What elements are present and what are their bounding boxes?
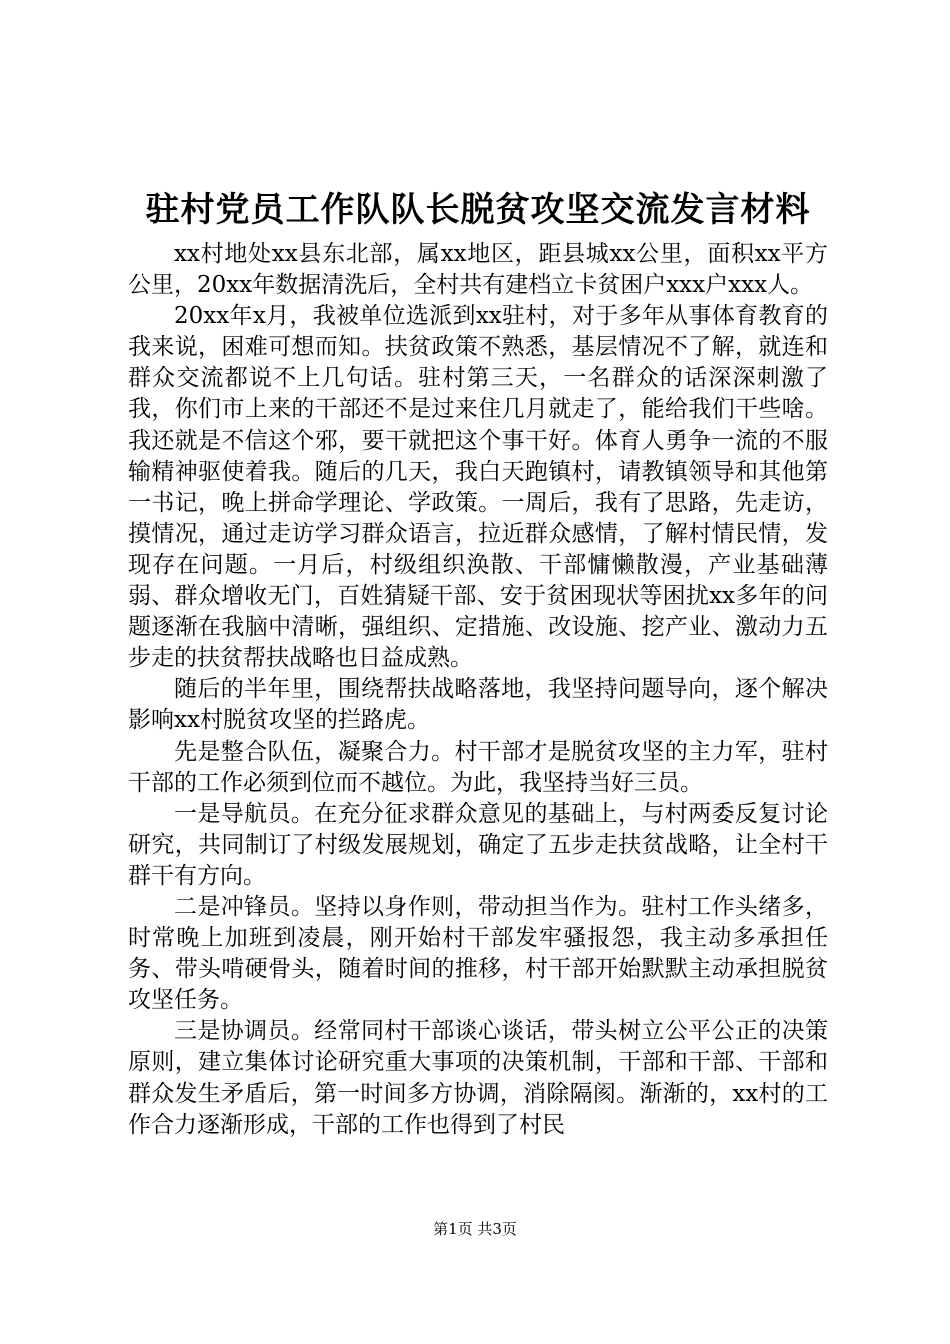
page-footer [0,1219,950,1239]
page-indicator: 第1页 共3页 [433,1220,517,1238]
paragraph-half-year: 随后的半年里，围绕帮扶战略落地，我坚持问题导向，逐个解决影响xx村脱贫攻坚的拦路虎。 [128,676,828,734]
paragraph-navigator: 一是导航员。在充分征求群众意见的基础上，与村两委反复讨论研究，共同制订了村级发展规划，确定了五步走扶贫战略，让全村干群干有方向。 [128,800,828,889]
paragraph-coordinator: 三是协调员。经常同村干部谈心谈话，带头树立公平公正的决策原则，建立集体讨论研究重大事项的决策机制，干部和干部、干部和群众发生矛盾后，第一时间多方协调，消除隔阂。渐渐的，xx村的工作合力逐渐形成，干部的工作也得到了村民 [128,1018,828,1138]
paragraph-village-overview: xx村地处xx县东北部，属xx地区，距县城xx公里，面积xx平方公里，20xx年数据清洗后，全村共有建档立卡贫困户xxx户xxx人。 [128,241,828,299]
paragraph-vanguard: 二是冲锋员。坚持以身作则，带动担当作为。驻村工作头绪多，时常晚上加班到凌晨，刚开始村干部发牢骚报怨，我主动多承担任务、带头啃硬骨头，随着时间的推移，村干部开始默默主动承担脱贫攻坚任务。 [128,893,828,1014]
paragraph-integrate-team: 先是整合队伍，凝聚合力。村干部才是脱贫攻坚的主力军，驻村干部的工作必须到位而不越位。为此，我坚持当好三员。 [128,738,828,796]
paragraph-assignment: 20xx年x月，我被单位选派到xx驻村，对于多年从事体育教育的我来说，困难可想而知。扶贫政策不熟悉，基层情况不了解，就连和群众交流都说不上几句话。驻村第三天，一名群众的话深深刺激了我，你们市上来的干部还不是过来住几月就走了，能给我们干些啥。我还就是不信这个邪，要干就把这个事干好。体育人勇争一流的不服输精神驱使着我。随后的几天，我白天跑镇村，请教镇领导和其他第一书记，晚上拼命学理论、学政策。一周后，我有了思路，先走访，摸情况，通过走访学习群众语言，拉近群众感情，了解村情民情，发现存在问题。一月后，村级组织涣散、干部慵懒散漫，产业基础薄弱、群众增收无门，百姓猜疑干部、安于贫困现状等困扰xx多年的问题逐渐在我脑中清晰，强组织、定措施、改设施、挖产业、激动力五步走的扶贫帮扶战略也日益成熟。 [128,303,828,672]
document-title: 驻村党员工作队队长脱贫攻坚交流发言材料 [145,190,811,230]
document-body [128,239,828,1141]
